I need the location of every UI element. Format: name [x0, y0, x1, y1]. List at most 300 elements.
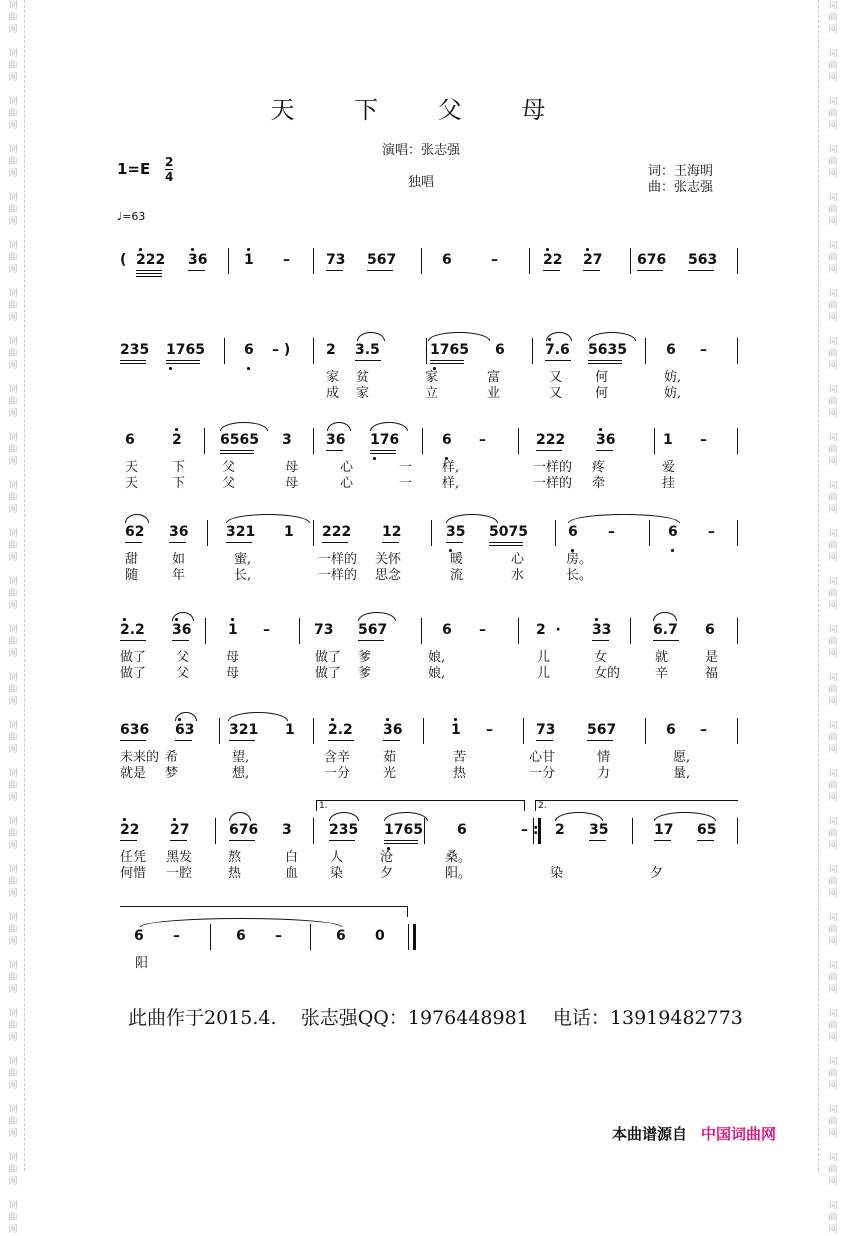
octave-dot-high — [139, 248, 142, 251]
volta-second-ending — [535, 800, 738, 811]
note-group: – — [608, 524, 615, 540]
note-group: ( — [120, 252, 127, 268]
time-sig-bottom: 4 — [165, 170, 174, 184]
barline — [654, 428, 655, 454]
note-group: 6 — [125, 432, 135, 448]
note-group: 6 — [568, 524, 578, 540]
lyric-word: 关怀 — [375, 552, 402, 567]
lyric-word: 母 — [285, 460, 299, 475]
right-margin-line — [818, 0, 819, 1171]
barline — [426, 338, 427, 364]
note-group: 222 — [322, 524, 352, 540]
left-margin-line — [24, 0, 25, 1171]
duration-underline — [446, 542, 463, 543]
barline — [313, 338, 314, 364]
note-group: 6 — [442, 622, 452, 638]
barline — [313, 818, 314, 844]
duration-underline — [328, 740, 354, 741]
lyric-word: 样, — [442, 476, 460, 491]
note-group: 36 — [326, 432, 346, 448]
lyrics-verse-2 — [0, 862, 842, 881]
slur — [428, 332, 490, 341]
song-title: 天 下 父 母 — [270, 96, 572, 124]
lyric-word: 甜 — [125, 552, 139, 567]
note-group: 2 · — [536, 622, 561, 638]
note-group: 35 — [446, 524, 466, 540]
note-group: – ) — [272, 342, 291, 358]
lyric-word: 又 — [549, 386, 563, 401]
note-group: – — [479, 622, 486, 638]
note-group: 676 — [637, 252, 667, 268]
slur — [546, 332, 572, 341]
note-group: – — [263, 622, 270, 638]
note-group: 235 — [120, 342, 150, 358]
lyric-word: 母 — [226, 650, 240, 665]
barline — [423, 718, 424, 744]
lyric-word: 一样的 — [533, 476, 573, 491]
note-group: 62 — [125, 524, 145, 540]
lyrics-verse-2 — [0, 564, 842, 583]
note-group: 36 — [169, 524, 189, 540]
lyric-word: 做了 — [315, 650, 342, 665]
lyric-word: 力 — [597, 766, 611, 781]
note-group: 73 — [326, 252, 346, 268]
note-group: – — [700, 722, 707, 738]
credits — [648, 164, 713, 196]
barline — [555, 520, 556, 546]
octave-dot-high — [331, 718, 334, 721]
lyric-word: 贫 — [356, 370, 370, 385]
lyric-word: 女的 — [594, 666, 621, 681]
lyrics-verse-1 — [0, 366, 842, 385]
lyric-word: 茹 — [383, 750, 397, 765]
barline — [299, 618, 300, 644]
lyrics-verse-1 — [0, 746, 842, 765]
octave-dot-high — [247, 248, 250, 251]
lyrics-verse-2 — [0, 382, 842, 401]
duration-underline — [125, 542, 142, 543]
note-group: 2 — [555, 822, 565, 838]
slur — [226, 514, 310, 523]
lyric-word: 是 — [705, 650, 719, 665]
phone-contact: 电话：13919482773 — [552, 1007, 743, 1029]
lyric-word: 妨, — [664, 370, 682, 385]
note-group: 1765 — [430, 342, 469, 358]
duration-underline — [370, 450, 396, 451]
lyrics-verse-2 — [0, 762, 842, 781]
lyric-word: 思念 — [375, 568, 402, 583]
left-watermark-strip: 词 曲 网 词 曲 网 词 曲 网 词 曲 网 词 曲 网 词 曲 网 词 曲 网 词 曲 网 词 曲 网 词 曲 网 词 曲 网 词 曲 网 词 曲 网 词 曲 网 词 曲 网 词 曲 网 词 曲 网 词 曲 网 词 曲 网 词 曲 网 词 曲 网 词 曲 网 词 曲 网 词 曲 网 词 曲 网 词 曲 网 — [8, 1, 18, 1235]
note-group: 35 — [589, 822, 609, 838]
octave-dot-high — [586, 248, 589, 251]
duration-underline — [188, 270, 205, 271]
lyrics-verse-1 — [0, 846, 842, 865]
note-group: 6 — [134, 928, 144, 944]
barline — [219, 718, 220, 744]
lyric-word: 妨, — [664, 386, 682, 401]
note-group: 36 — [383, 722, 403, 738]
note-group: 1765 — [384, 822, 423, 838]
barline — [424, 818, 425, 844]
lyric-word: 想, — [232, 766, 250, 781]
slur — [654, 812, 716, 821]
duration-underline — [588, 360, 622, 361]
note-group: 2.2 — [328, 722, 353, 738]
slur — [568, 514, 680, 523]
barline — [645, 338, 646, 364]
duration-underline — [166, 363, 200, 364]
duration-underline — [383, 740, 400, 741]
note-group: 1 — [451, 722, 461, 738]
right-watermark-strip: 词 曲 网 词 曲 网 词 曲 网 词 曲 网 词 曲 网 词 曲 网 词 曲 网 词 曲 网 词 曲 网 词 曲 网 词 曲 网 词 曲 网 词 曲 网 词 曲 网 词 曲 网 词 曲 网 词 曲 网 词 曲 网 词 曲 网 词 曲 网 词 曲 网 词 曲 网 词 曲 网 词 曲 网 词 曲 网 词 曲 网 — [828, 1, 838, 1235]
lyric-word: 心 — [340, 476, 354, 491]
lyric-word: 阳 — [135, 956, 149, 971]
barline — [630, 618, 631, 644]
duration-underline — [136, 276, 162, 277]
duration-underline — [322, 542, 348, 543]
note-group: 7.6 — [545, 342, 570, 358]
duration-underline — [596, 450, 613, 451]
note-group: 6 — [666, 722, 676, 738]
duration-underline — [653, 640, 679, 641]
lyric-word: 下 — [172, 476, 186, 491]
slur — [229, 812, 251, 821]
composed-date: 此曲作于2015.4. — [128, 1007, 277, 1029]
lyrics-verse-2 — [0, 662, 842, 681]
lyric-word: 希 — [165, 750, 179, 765]
lyric-word: 夕 — [650, 866, 664, 881]
lyric-word: 房。 — [566, 552, 593, 567]
lyric-word: 天 — [125, 476, 139, 491]
note-group: 17 — [654, 822, 674, 838]
barline — [313, 248, 314, 274]
note-group: 2.2 — [120, 622, 145, 638]
duration-underline — [430, 363, 464, 364]
barline — [532, 338, 533, 364]
slur — [358, 612, 396, 621]
lyrics-verse-1 — [0, 646, 842, 665]
duration-underline — [536, 740, 553, 741]
duration-underline — [166, 360, 200, 361]
volta-label: 2. — [538, 801, 547, 811]
performance-type: 独唱 — [408, 175, 435, 190]
lyrics-verse-2 — [0, 472, 842, 491]
lyric-word: 女 — [594, 650, 608, 665]
duration-underline — [654, 840, 671, 841]
slur — [228, 712, 288, 721]
octave-dot-high — [123, 818, 126, 821]
octave-dot-high — [595, 618, 598, 621]
lyric-word: 娘, — [428, 666, 446, 681]
note-group: – — [708, 524, 715, 540]
lyric-word: 儿 — [537, 650, 551, 665]
lyric-word: 母 — [285, 476, 299, 491]
lyric-word: 含辛 — [324, 750, 351, 765]
key-signature: 1=E — [117, 160, 151, 178]
barline — [204, 428, 205, 454]
note-group: 33 — [592, 622, 612, 638]
note-group: 235 — [329, 822, 359, 838]
slur — [555, 812, 603, 821]
note-group: – — [486, 722, 493, 738]
barline — [630, 248, 631, 274]
lyric-word: 一样的 — [533, 460, 573, 475]
slur — [175, 712, 197, 721]
lyric-word: 血 — [285, 866, 299, 881]
duration-underline — [120, 363, 146, 364]
lyric-word: 阳。 — [445, 866, 472, 881]
duration-underline — [382, 542, 399, 543]
note-group: – : — [521, 822, 539, 838]
lyric-word: 福 — [705, 666, 719, 681]
slur — [220, 422, 268, 431]
note-group: 63 — [175, 722, 195, 738]
lyric-word: 如 — [172, 552, 186, 567]
note-group: 1 — [244, 252, 254, 268]
lyric-word: 望, — [232, 750, 250, 765]
lyric-word: 暖 — [450, 552, 464, 567]
lyric-word: 白 — [285, 850, 299, 865]
time-signature — [165, 156, 173, 183]
duration-underline — [120, 840, 137, 841]
duration-underline — [170, 840, 187, 841]
lyric-word: 蜜, — [234, 552, 252, 567]
note-group: 36 — [188, 252, 208, 268]
lyric-word: 沧 — [380, 850, 394, 865]
duration-underline — [120, 740, 146, 741]
lyric-word: 一分 — [324, 766, 351, 781]
note-group: 6 — [244, 342, 254, 358]
source-brand: 中国词曲网 — [701, 1125, 777, 1143]
note-group: 222 — [136, 252, 166, 268]
barline — [205, 618, 206, 644]
note-group: 22 — [543, 252, 563, 268]
composer: 曲：张志强 — [648, 180, 714, 195]
note-group: 3.5 — [355, 342, 380, 358]
lyric-word: 人 — [330, 850, 344, 865]
lyric-word: 就是 — [120, 766, 147, 781]
lyric-word: 做了 — [120, 650, 147, 665]
duration-underline — [430, 360, 464, 361]
note-group: – — [491, 252, 498, 268]
lyric-word: 家 — [326, 370, 340, 385]
note-group: 27 — [583, 252, 603, 268]
note-group: 563 — [688, 252, 718, 268]
barline — [737, 248, 738, 274]
note-group: 6 — [442, 252, 452, 268]
duration-underline — [545, 360, 571, 361]
note-group: 36 — [596, 432, 616, 448]
duration-underline — [358, 640, 384, 641]
note-group: – — [700, 432, 707, 448]
lyric-word: 何 — [595, 370, 609, 385]
note-group: – — [173, 928, 180, 944]
note-group: 676 — [229, 822, 259, 838]
lyric-word: 下 — [172, 460, 186, 475]
lyric-word: 天 — [125, 460, 139, 475]
note-group: – — [283, 252, 290, 268]
tempo-mark: ♩=63 — [117, 210, 146, 223]
slur — [140, 918, 342, 927]
lyric-word: 富 — [487, 370, 501, 385]
octave-dot-high — [173, 818, 176, 821]
lyric-word: 就 — [655, 650, 669, 665]
barline — [313, 718, 314, 744]
note-group: 567 — [358, 622, 388, 638]
duration-underline — [229, 840, 255, 841]
duration-underline — [384, 840, 418, 841]
barline — [207, 520, 208, 546]
barline — [518, 428, 519, 454]
duration-underline — [367, 270, 393, 271]
lyric-word: 热 — [453, 766, 467, 781]
lyric-word: 父 — [222, 476, 236, 491]
lyric-word: 做了 — [315, 666, 342, 681]
source-label: 本曲谱源自 — [612, 1125, 688, 1143]
singer-credit: 演唱：张志强 — [381, 143, 460, 158]
lyric-word: 年 — [172, 568, 186, 583]
slur — [357, 332, 385, 341]
note-group: 65 — [697, 822, 717, 838]
note-group: 6 — [495, 342, 505, 358]
note-group: 1765 — [166, 342, 205, 358]
slur — [384, 812, 428, 821]
octave-dot-high — [454, 718, 457, 721]
lyric-word: 染 — [330, 866, 344, 881]
notes-row — [0, 818, 842, 842]
barline — [649, 520, 650, 546]
duration-underline — [220, 453, 254, 454]
lyric-word: 娘, — [428, 650, 446, 665]
note-group: – — [275, 928, 282, 944]
note-group: 3 — [282, 432, 292, 448]
barline — [224, 338, 225, 364]
note-group: 73 — [536, 722, 556, 738]
note-group: 567 — [367, 252, 397, 268]
duration-underline — [175, 740, 192, 741]
lyric-word: 家 — [425, 370, 439, 385]
qq-contact: 张志强QQ：1976448981 — [300, 1007, 529, 1029]
lyric-word: 熬 — [228, 850, 242, 865]
lyric-word: 成 — [326, 386, 340, 401]
duration-underline — [226, 542, 252, 543]
duration-underline — [355, 360, 381, 361]
barline — [313, 520, 314, 546]
lyric-word: 做了 — [120, 666, 147, 681]
lyric-word: 未来的 — [120, 750, 160, 765]
lyric-word: 情 — [597, 750, 611, 765]
volta-continuation — [120, 906, 408, 917]
lyric-word: 一样的 — [318, 568, 358, 583]
lyric-word: 牵 — [592, 476, 606, 491]
note-group: 636 — [120, 722, 150, 738]
note-group: 73 — [314, 622, 334, 638]
duration-underline — [588, 363, 622, 364]
barline — [523, 718, 524, 744]
lyric-word: 父 — [176, 666, 190, 681]
slur — [370, 422, 408, 431]
barline — [310, 924, 311, 950]
note-group: 6 — [457, 822, 467, 838]
duration-underline — [326, 270, 343, 271]
note-group: 6565 — [220, 432, 259, 448]
octave-dot-high — [231, 618, 234, 621]
footer-info — [128, 1003, 743, 1030]
lyric-word: 一分 — [529, 766, 556, 781]
duration-underline — [120, 360, 146, 361]
lyric-word: 愿, — [673, 750, 691, 765]
note-group: 1 — [663, 432, 673, 448]
barline — [421, 248, 422, 274]
duration-underline — [172, 640, 189, 641]
lyric-word: 何惜 — [120, 866, 147, 881]
octave-dot-high — [175, 428, 178, 431]
note-group: 6 — [666, 342, 676, 358]
lyric-word: 随 — [125, 568, 139, 583]
duration-underline — [229, 740, 255, 741]
lyrics-verse-1 — [0, 456, 842, 475]
lyric-word: 儿 — [537, 666, 551, 681]
notes-row — [0, 428, 842, 452]
note-group: 5635 — [588, 342, 627, 358]
note-group: 5075 — [489, 524, 528, 540]
note-group: 27 — [170, 822, 190, 838]
note-group: 2 — [326, 342, 336, 358]
barline — [737, 618, 738, 644]
note-group: – — [479, 432, 486, 448]
note-group: 6 — [705, 622, 715, 638]
note-group: 567 — [587, 722, 617, 738]
lyric-word: 样, — [442, 460, 460, 475]
slur — [125, 514, 149, 523]
lyric-word: 家 — [356, 386, 370, 401]
barline — [737, 520, 738, 546]
duration-underline — [120, 640, 146, 641]
volta-first-ending — [316, 800, 525, 811]
duration-underline — [589, 840, 606, 841]
note-group: 176 — [370, 432, 400, 448]
duration-underline — [697, 840, 714, 841]
lyric-word: 心甘 — [529, 750, 556, 765]
lyric-word: 光 — [383, 766, 397, 781]
note-group: 6 — [236, 928, 246, 944]
barline — [737, 818, 738, 844]
duration-underline — [489, 542, 523, 543]
barline — [422, 428, 423, 454]
slur — [446, 514, 498, 523]
duration-underline — [583, 270, 600, 271]
note-group: 1 — [285, 722, 295, 738]
note-group: 12 — [382, 524, 402, 540]
lyric-word: 心 — [340, 460, 354, 475]
lyric-word: 水 — [511, 568, 525, 583]
barline — [215, 818, 216, 844]
lyric-word: 梦 — [165, 766, 179, 781]
note-group: – — [700, 342, 707, 358]
lyric-word: 爹 — [358, 650, 372, 665]
notes-row — [0, 338, 842, 362]
time-sig-top: 2 — [165, 155, 174, 169]
lyric-word: 爹 — [358, 666, 372, 681]
lyric-word: 辛 — [655, 666, 669, 681]
lyric-word: 母 — [226, 666, 240, 681]
lyric-word: 一腔 — [166, 866, 193, 881]
octave-dot-high — [599, 428, 602, 431]
notes-row — [0, 924, 842, 948]
barline — [313, 428, 314, 454]
lyric-word: 黑发 — [166, 850, 193, 865]
lyric-word: 苦 — [453, 750, 467, 765]
